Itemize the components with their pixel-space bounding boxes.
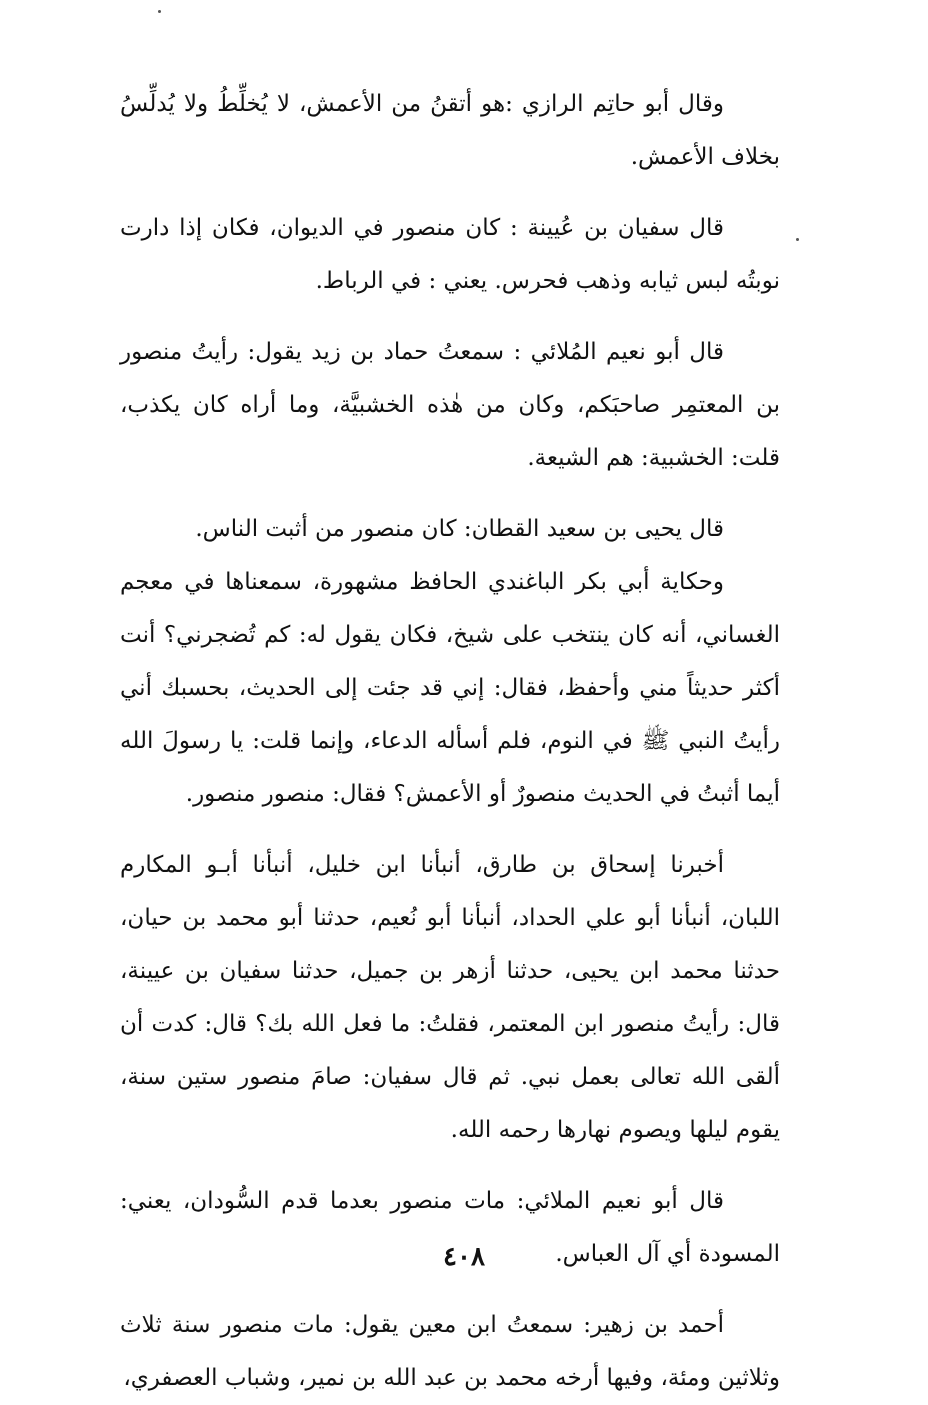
- paragraph: وحكاية أبي بكر الباغندي الحافظ مشهورة، سمعناها في معجم الغساني، أنه كان ينتخب على شيخ، فكان يقول له: كم تُضجرني؟ أنت أكثر حديثاً مني وأحفظ، فقال: إني قد جئت إلى الحديث، بحسبك أني رأيتُ النبي ﷺ في النوم، فلم أسأله الدعاء، وإنما قلت: يا رسولَ الله أيما أثبتُ في الحديث منصورٌ أو الأعمش؟ فقال: منصور منصور.: [120, 569, 780, 807]
- paragraph: قال يحيى بن سعيد القطان: كان منصور من أثبت الناس.: [195, 516, 724, 542]
- page-number: ٤٠٨: [443, 1242, 485, 1272]
- body-text: [120, 78, 780, 1405]
- paragraph: قال أبو نعيم المُلائي : سمعتُ حماد بن زيد يقول: رأيتُ منصور بن المعتمِر صاحبَكم، وكان من هٰذه الخشبيَّة، وما أراه كان يكذب، قلت: الخشبية: هم الشيعة.: [120, 339, 780, 471]
- scan-speck: [796, 238, 799, 241]
- paragraph: أحمد بن زهير: سمعتُ ابن معين يقول: مات منصور سنة ثلاث وثلاثين ومئة، وفيها أرخه محمد بن عبد الله بن نمير، وشباب العصفري،: [120, 1312, 780, 1391]
- scan-speck: [158, 10, 161, 13]
- paragraph: قال سفيان بن عُيينة : كان منصور في الديوان، فكان إذا دارت نوبتُه لبس ثيابه وذهب فحرس. يعني : في الرباط.: [120, 215, 780, 294]
- paragraph: أخبرنا إسحاق بن طارق، أنبأنا ابن خليل، أنبأنا أبـو المكارم اللبان، أنبأنا أبو علي الحداد، أنبأنا أبو نُعيم، حدثنا أبو محمد بن حيان، حدثنا محمد ابن يحيى، حدثنا أزهر بن جميل، حدثنا سفيان بن عيينة، قال: رأيتُ منصور ابن المعتمر، فقلتُ: ما فعل الله بك؟ قال: كدت أن ألقى الله تعالى بعمل نبي. ثم قال سفيان: صامَ منصور ستين سنة، يقوم ليلها ويصوم نهارها رحمه الله.: [120, 852, 780, 1143]
- paragraph: قال أبو نعيم الملائي: مات منصور بعدما قدم السُّودان، يعني: المسودة أي آل العباس.: [120, 1188, 780, 1267]
- paragraph: وقال أبو حاتِم الرازي :هو أتقنُ من الأعمش، لا يُخلِّطُ ولا يُدلِّسُ بخلاف الأعمش.: [120, 91, 780, 170]
